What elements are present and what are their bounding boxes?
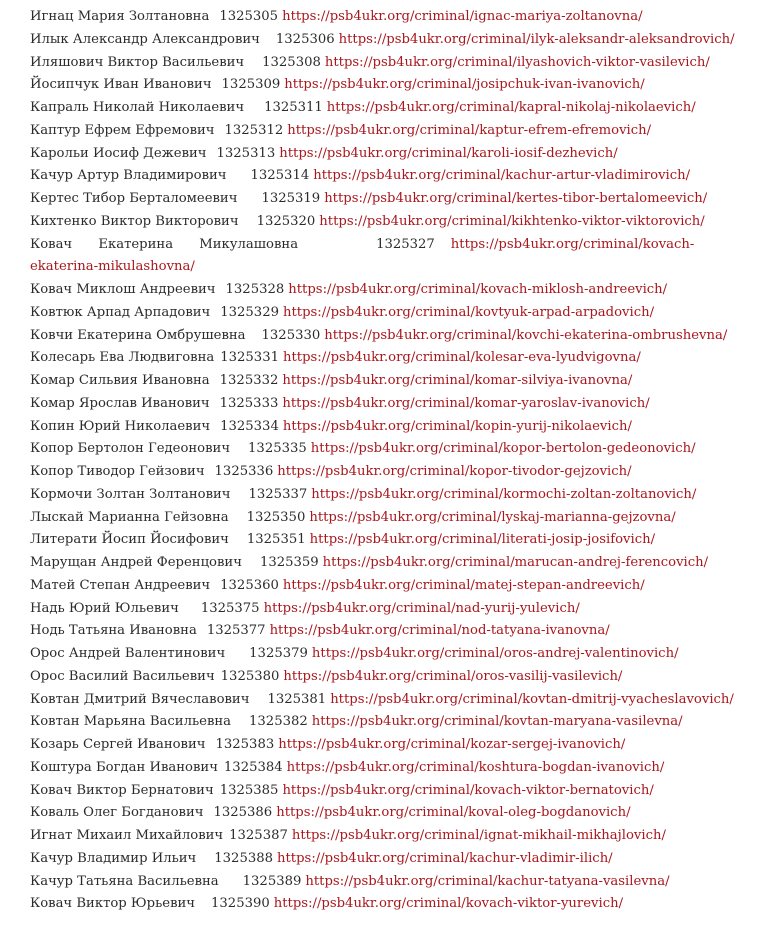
list-item	[30, 575, 760, 598]
record-id: 1325389	[242, 873, 302, 889]
criminal-profile-link[interactable]: https://psb4ukr.org/criminal/kertes-tibor-bertalomeevich/	[324, 191, 708, 206]
person-name: Ковчи Екатерина Омбрушевна	[30, 327, 246, 343]
list-item	[30, 6, 760, 29]
record-id: 1325311	[264, 100, 323, 115]
person-name: Орос Василий Васильевич	[30, 668, 215, 684]
person-name: Иляшович Виктор Васильевич	[30, 54, 245, 70]
list-item	[30, 29, 760, 52]
record-id: 1325390	[211, 896, 270, 912]
person-name: Комар Ярослав Иванович	[30, 395, 210, 411]
criminal-profile-link[interactable]: https://psb4ukr.org/criminal/koval-oleg-bogdanovich/	[276, 805, 631, 821]
criminal-profile-link[interactable]: https://psb4ukr.org/criminal/nad-yurij-yulevich/	[263, 600, 580, 616]
person-name: Качур Артур Владимирович	[30, 168, 227, 184]
criminal-profile-link[interactable]: https://psb4ukr.org/criminal/oros-andrej-valentinovich/	[311, 646, 679, 661]
person-name: Кормочи Золтан Золтанович	[30, 486, 231, 502]
list-item	[30, 598, 760, 621]
list-item	[30, 848, 760, 871]
criminal-profile-link[interactable]: https://psb4ukr.org/criminal/lyskaj-marianna-gejzovna/	[309, 509, 676, 525]
list-item	[30, 484, 760, 507]
criminal-profile-link[interactable]: https://psb4ukr.org/criminal/kachur-tatyana-vasilevna/	[305, 873, 670, 889]
list-item	[30, 416, 760, 439]
criminal-profile-link[interactable]: https://psb4ukr.org/criminal/oros-vasilij-vasilevich/	[283, 668, 623, 684]
record-id: 1325375	[200, 600, 260, 616]
criminal-profile-link[interactable]: https://psb4ukr.org/criminal/josipchuk-ivan-ivanovich/	[284, 77, 645, 93]
criminal-profile-link[interactable]: https://psb4ukr.org/criminal/komar-silviya-ivanovna/	[282, 373, 633, 388]
list-item	[30, 757, 760, 780]
record-id: 1325313	[216, 145, 276, 161]
person-name: Коваль Олег Богданович	[30, 805, 204, 821]
person-name: Кихтенко Виктор Викторович	[30, 213, 239, 229]
criminal-profile-link[interactable]: https://psb4ukr.org/criminal/kormochi-zoltan-zoltanovich/	[311, 486, 697, 502]
list-item	[30, 438, 760, 461]
person-name: Коштура Богдан Иванович	[30, 759, 218, 775]
criminal-profile-link[interactable]: https://psb4ukr.org/criminal/kovchi-ekaterina-ombrushevna/	[324, 327, 728, 343]
record-id: 1325305	[219, 9, 279, 24]
record-id: 1325330	[261, 327, 321, 343]
person-name: Карольи Иосиф Дежевич	[30, 145, 207, 161]
person-name: Кертес Тибор Берталомеевич	[30, 191, 238, 206]
list-item	[30, 325, 760, 348]
person-name: Орос Андрей Валентинович	[30, 646, 226, 661]
list-item	[30, 211, 760, 234]
record-id: 1325380	[220, 668, 280, 684]
criminal-profile-link[interactable]: https://psb4ukr.org/criminal/kopor-tivodor-gejzovich/	[277, 464, 632, 479]
list-item	[30, 871, 760, 894]
record-id: 1325331	[220, 350, 279, 366]
criminal-profile-link[interactable]: https://psb4ukr.org/criminal/komar-yaroslav-ivanovich/	[282, 395, 650, 411]
list-item	[30, 370, 760, 393]
person-name: Колесарь Ева Людвиговна	[30, 350, 215, 366]
criminal-profile-link[interactable]: https://psb4ukr.org/criminal/karoli-iosif-dezhevich/	[279, 145, 618, 161]
record-id: 1325335	[248, 441, 307, 457]
list-item	[30, 711, 760, 734]
person-name: Илык Александр Александрович	[30, 31, 260, 47]
list-item	[30, 97, 760, 120]
criminal-profile-link[interactable]: https://psb4ukr.org/criminal/nod-tatyana-ivanovna/	[269, 623, 610, 639]
list-item	[30, 74, 760, 97]
criminal-profile-link[interactable]: https://psb4ukr.org/criminal/kapral-nikolaj-nikolaevich/	[326, 100, 696, 115]
criminal-profile-link[interactable]: https://psb4ukr.org/criminal/kopin-yurij-nikolaevich/	[282, 418, 632, 434]
record-id: 1325312	[224, 122, 284, 138]
criminal-profile-link[interactable]: https://psb4ukr.org/criminal/ignat-mikhail-mikhajlovich/	[291, 828, 666, 843]
criminal-profile-link[interactable]: https://psb4ukr.org/criminal/kovach-viktor-bernatovich/	[282, 782, 654, 798]
record-id: 1325334	[220, 418, 279, 434]
record-id: 1325332	[219, 373, 279, 388]
list-item	[30, 643, 760, 666]
person-name: Ковач Виктор Бернатович	[30, 782, 214, 798]
person-name: Ковтан Марьяна Васильевна	[30, 714, 232, 730]
person-name: Матей Степан Андреевич	[30, 577, 211, 593]
list-item	[30, 165, 760, 188]
record-id: 1325386	[213, 805, 273, 821]
person-name: Копор Тиводор Гейзович	[30, 464, 205, 479]
criminal-profile-link[interactable]: https://psb4ukr.org/criminal/kopor-bertolon-gedeonovich/	[310, 441, 696, 457]
person-name: Ковтан Дмитрий Вячеславович	[30, 691, 250, 707]
person-name: Лыскай Марианна Гейзовна	[30, 509, 229, 525]
person-name: Марущан Андрей Ференцович	[30, 555, 242, 570]
record-id: 1325383	[215, 737, 275, 752]
record-id: 1325306	[275, 31, 335, 47]
list-item	[30, 620, 760, 643]
record-id: 1325314	[250, 168, 310, 184]
criminal-profile-link[interactable]: https://psb4ukr.org/criminal/kovach-miklosh-andreevich/	[288, 282, 668, 297]
list-item	[30, 143, 760, 166]
list-item	[30, 461, 760, 484]
record-id: 1325385	[219, 782, 279, 798]
record-id: 1325328	[225, 282, 285, 297]
record-id: 1325379	[249, 646, 308, 661]
record-id: 1325359	[259, 555, 319, 570]
criminal-profile-link[interactable]: https://psb4ukr.org/criminal/ilyashovich-viktor-vasilevich/	[324, 54, 710, 70]
person-name: Ковач Виктор Юрьевич	[30, 896, 196, 912]
person-name: Ковач Екатерина Микулашовна	[30, 236, 299, 252]
record-id: 1325337	[248, 486, 308, 502]
record-id: 1325377	[206, 623, 266, 639]
list-item	[30, 689, 760, 712]
criminal-profile-link[interactable]: https://psb4ukr.org/criminal/kovtan-dmitrij-vyacheslavovich/	[330, 691, 734, 707]
criminal-profile-link[interactable]: https://psb4ukr.org/criminal/kozar-sergej-ivanovich/	[278, 737, 626, 752]
list-item	[30, 802, 760, 825]
person-name: Каптур Ефрем Ефремович	[30, 122, 215, 138]
person-name: Комар Сильвия Ивановна	[30, 373, 210, 388]
person-name: Копин Юрий Николаевич	[30, 418, 211, 434]
person-name: Козарь Сергей Иванович	[30, 737, 206, 752]
person-name: Йосипчук Иван Иванович	[30, 77, 212, 93]
list-item	[30, 552, 760, 575]
record-id: 1325388	[214, 850, 274, 866]
person-name: Надь Юрий Юльевич	[30, 600, 179, 616]
list-item	[30, 302, 760, 325]
criminal-profile-link[interactable]: https://psb4ukr.org/criminal/literati-josip-josifovich/	[309, 532, 656, 548]
person-name: Литерати Йосип Йосифович	[30, 532, 229, 548]
person-name: Качур Татьяна Васильевна	[30, 873, 219, 889]
list-item	[30, 188, 760, 211]
criminal-profile-link[interactable]: https://psb4ukr.org/criminal/kolesar-eva-lyudvigovna/	[282, 350, 641, 366]
criminal-profile-link[interactable]: https://psb4ukr.org/criminal/ignac-mariya-zoltanovna/	[282, 9, 643, 24]
record-id: 1325309	[221, 77, 281, 93]
list-item	[30, 780, 760, 803]
list-item	[30, 347, 760, 370]
criminal-profile-link[interactable]: https://psb4ukr.org/criminal/kovtan-maryana-vasilevna/	[311, 714, 683, 730]
person-name: Ковтюк Арпад Арпадович	[30, 304, 211, 320]
record-id: 1325327	[376, 236, 435, 252]
criminal-profile-link[interactable]: https://psb4ukr.org/criminal/kachur-vladimir-ilich/	[277, 850, 613, 866]
list-item	[30, 234, 710, 280]
record-id: 1325381	[267, 691, 327, 707]
list-item	[30, 52, 760, 75]
record-id: 1325333	[219, 395, 279, 411]
person-name: Копор Бертолон Гедеонович	[30, 441, 231, 457]
person-name: Капраль Николай Николаевич	[30, 100, 245, 115]
criminal-profile-link[interactable]: https://psb4ukr.org/criminal/koshtura-bogdan-ivanovich/	[286, 759, 665, 775]
record-id: 1325319	[261, 191, 321, 206]
person-name: Ковач Миклош Андреевич	[30, 282, 216, 297]
criminal-profile-link[interactable]: https://psb4ukr.org/criminal/marucan-andrej-ferencovich/	[322, 555, 709, 570]
criminal-profile-link[interactable]: https://psb4ukr.org/criminal/kovach-ekaterina-mikulashovna/	[30, 236, 695, 275]
person-name: Игнат Михаил Михайлович	[30, 828, 224, 843]
list-item	[30, 529, 760, 552]
list-item	[30, 393, 760, 416]
record-id: 1325382	[249, 714, 308, 730]
record-id: 1325387	[229, 828, 288, 843]
record-id: 1325336	[214, 464, 274, 479]
record-id: 1325350	[246, 509, 306, 525]
list-item	[30, 507, 760, 530]
record-id: 1325360	[220, 577, 279, 593]
list-item	[30, 120, 760, 143]
record-id: 1325351	[246, 532, 306, 548]
record-id: 1325308	[262, 54, 321, 70]
list-item	[30, 279, 760, 302]
person-name: Игнац Мария Золтановна	[30, 9, 210, 24]
criminal-profile-link[interactable]: https://psb4ukr.org/criminal/kovach-viktor-yurevich/	[273, 896, 624, 912]
list-item	[30, 893, 760, 916]
criminal-profile-link[interactable]: https://psb4ukr.org/criminal/kaptur-efrem-efremovich/	[287, 122, 652, 138]
person-name: Качур Владимир Ильич	[30, 850, 197, 866]
criminal-profile-link[interactable]: https://psb4ukr.org/criminal/kachur-artur-vladimirovich/	[313, 168, 691, 184]
criminal-profile-link[interactable]: https://psb4ukr.org/criminal/kovtyuk-arpad-arpadovich/	[282, 304, 655, 320]
criminal-profile-link[interactable]: https://psb4ukr.org/criminal/matej-stepan-andreevich/	[282, 577, 645, 593]
criminal-profile-link[interactable]: https://psb4ukr.org/criminal/ilyk-aleksandr-aleksandrovich/	[338, 31, 735, 47]
record-id: 1325329	[220, 304, 279, 320]
record-id: 1325320	[256, 213, 316, 229]
criminal-profile-link[interactable]: https://psb4ukr.org/criminal/kikhtenko-viktor-viktorovich/	[319, 213, 705, 229]
list-item	[30, 734, 760, 757]
list-item	[30, 825, 760, 848]
list-item	[30, 666, 760, 689]
person-name: Нодь Татьяна Ивановна	[30, 623, 197, 639]
record-id: 1325384	[223, 759, 283, 775]
